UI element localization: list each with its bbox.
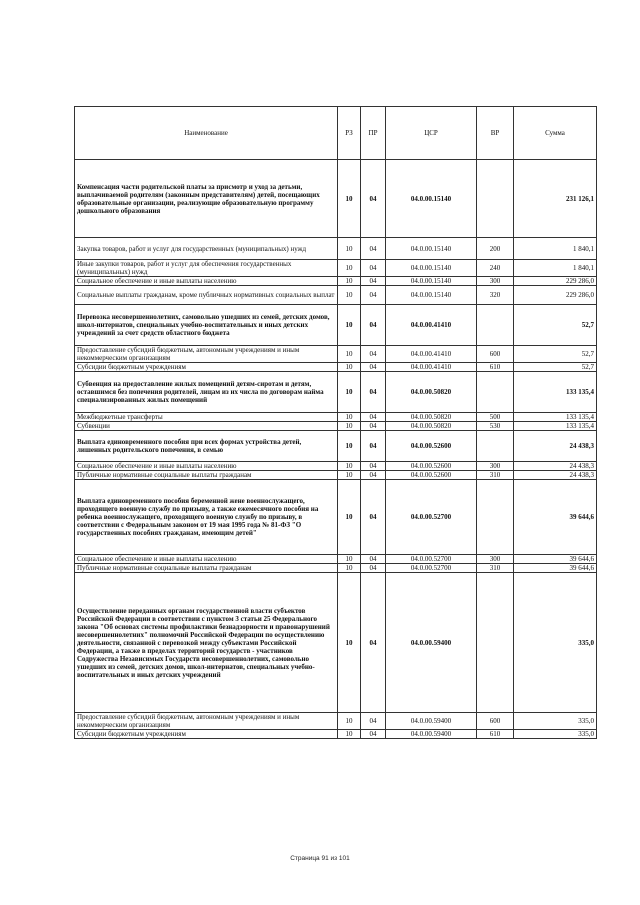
cell-name: Осуществление переданных органам государственной власти субъектов Российской Федерации в соответствии с пунктом 3 статьи 25 Федерального закона "Об основах системы профилактики безнадзорности и правонарушений несовершеннолетних" полномочий Российской Федерации по осуществлению деятельности, связанной с перевозкой между субъектами Российской Федерации, а также в пределах территорий государств - участников Содружества Независимых Государств несовершеннолетних, самовольно ушедших из семей, детских домов, школ-интернатов, специальных учебно-воспитательных и иных детских учреждений xyxy=(75,573,338,713)
cell-name: Публичные нормативные социальные выплаты гражданам xyxy=(75,471,338,480)
cell-sum: 39 644,6 xyxy=(514,555,597,564)
budget-table xyxy=(74,106,597,739)
cell-rz: 10 xyxy=(338,713,361,730)
cell-csr: 04.0.00.50820 xyxy=(386,413,477,422)
cell-rz: 10 xyxy=(338,238,361,260)
cell-vr: 600 xyxy=(477,346,514,363)
cell-sum: 24 438,3 xyxy=(514,431,597,462)
cell-sum: 335,0 xyxy=(514,713,597,730)
table-row xyxy=(75,363,597,372)
cell-pr: 04 xyxy=(361,372,386,413)
cell-pr: 04 xyxy=(361,260,386,277)
header-csr: ЦСР xyxy=(386,107,477,160)
header-sum: Сумма xyxy=(514,107,597,160)
cell-vr: 300 xyxy=(477,555,514,564)
cell-pr: 04 xyxy=(361,422,386,431)
cell-name: Социальное обеспечение и иные выплаты населению xyxy=(75,555,338,564)
cell-rz: 10 xyxy=(338,480,361,555)
cell-pr: 04 xyxy=(361,305,386,346)
cell-name: Выплата единовременного пособия беременной жене военнослужащего, проходящего военную службу по призыву, а также ежемесячного пособия на ребенка военнослужащего, проходящего военную службу по призыву, в соответствии с Федеральным законом от 19 мая 1995 года № 81-ФЗ "О государственных пособиях гражданам, имеющим детей" xyxy=(75,480,338,555)
header-name: Наименование xyxy=(75,107,338,160)
cell-vr: 310 xyxy=(477,471,514,480)
table-row xyxy=(75,713,597,730)
cell-pr: 04 xyxy=(361,346,386,363)
cell-name: Перевозка несовершеннолетних, самовольно ушедших из семей, детских домов, школ-интернатов, специальных учебно-воспитательных и иных детских учреждений за счет средств областного бюджета xyxy=(75,305,338,346)
table-row xyxy=(75,555,597,564)
table-row xyxy=(75,260,597,277)
cell-csr: 04.0.00.15140 xyxy=(386,238,477,260)
table-row xyxy=(75,346,597,363)
cell-name: Публичные нормативные социальные выплаты гражданам xyxy=(75,564,338,573)
cell-rz: 10 xyxy=(338,413,361,422)
table-row xyxy=(75,372,597,413)
cell-vr: 300 xyxy=(477,277,514,286)
cell-sum: 133 135,4 xyxy=(514,413,597,422)
cell-name: Предоставление субсидий бюджетным, автономным учреждениям и иным некоммерческим организациям xyxy=(75,346,338,363)
cell-name: Иные закупки товаров, работ и услуг для обеспечения государственных (муниципальных) нужд xyxy=(75,260,338,277)
cell-name: Компенсация части родительской платы за присмотр и уход за детьми, выплачиваемой родителям (законным представителям) детей, посещающих образовательные организации, реализующие образовательную программу дошкольного образования xyxy=(75,160,338,238)
cell-vr: 240 xyxy=(477,260,514,277)
page-number: Страница 91 из 101 xyxy=(290,855,350,862)
table-row xyxy=(75,564,597,573)
cell-sum: 231 126,1 xyxy=(514,160,597,238)
header-pr: ПР xyxy=(361,107,386,160)
cell-sum: 133 135,4 xyxy=(514,372,597,413)
cell-sum: 1 840,1 xyxy=(514,260,597,277)
cell-vr: 310 xyxy=(477,564,514,573)
cell-vr: 610 xyxy=(477,730,514,739)
cell-pr: 04 xyxy=(361,277,386,286)
cell-sum: 229 286,0 xyxy=(514,277,597,286)
table-body xyxy=(75,160,597,739)
cell-csr: 04.0.00.50820 xyxy=(386,372,477,413)
header-vr: ВР xyxy=(477,107,514,160)
table-row xyxy=(75,305,597,346)
cell-pr: 04 xyxy=(361,573,386,713)
cell-rz: 10 xyxy=(338,730,361,739)
cell-name: Субвенция на предоставление жилых помещений детям-сиротам и детям, оставшимся без попечения родителей, лицам из их числа по договорам найма специализированных жилых помещений xyxy=(75,372,338,413)
cell-sum: 39 644,6 xyxy=(514,480,597,555)
cell-vr xyxy=(477,480,514,555)
cell-vr: 600 xyxy=(477,713,514,730)
table-row xyxy=(75,277,597,286)
cell-rz: 10 xyxy=(338,471,361,480)
cell-rz: 10 xyxy=(338,462,361,471)
cell-sum: 52,7 xyxy=(514,346,597,363)
cell-pr: 04 xyxy=(361,713,386,730)
cell-csr: 04.0.00.15140 xyxy=(386,260,477,277)
cell-name: Социальное обеспечение и иные выплаты населению xyxy=(75,462,338,471)
cell-csr: 04.0.00.52700 xyxy=(386,480,477,555)
cell-pr: 04 xyxy=(361,471,386,480)
cell-csr: 04.0.00.52600 xyxy=(386,431,477,462)
cell-name: Субвенции xyxy=(75,422,338,431)
cell-vr xyxy=(477,573,514,713)
cell-csr: 04.0.00.52700 xyxy=(386,555,477,564)
cell-sum: 229 286,0 xyxy=(514,286,597,305)
cell-csr: 04.0.00.52700 xyxy=(386,564,477,573)
cell-vr: 200 xyxy=(477,238,514,260)
cell-sum: 24 438,3 xyxy=(514,471,597,480)
cell-pr: 04 xyxy=(361,363,386,372)
cell-rz: 10 xyxy=(338,346,361,363)
cell-name: Выплата единовременного пособия при всех формах устройства детей, лишенных родительского попечения, в семью xyxy=(75,431,338,462)
table-row xyxy=(75,286,597,305)
cell-csr: 04.0.00.59400 xyxy=(386,713,477,730)
cell-name: Закупка товаров, работ и услуг для государственных (муниципальных) нужд xyxy=(75,238,338,260)
cell-vr: 320 xyxy=(477,286,514,305)
cell-pr: 04 xyxy=(361,480,386,555)
table-row xyxy=(75,462,597,471)
table-row xyxy=(75,160,597,238)
table-row xyxy=(75,413,597,422)
table-row xyxy=(75,573,597,713)
cell-vr: 500 xyxy=(477,413,514,422)
cell-pr: 04 xyxy=(361,555,386,564)
table-row xyxy=(75,471,597,480)
cell-vr xyxy=(477,372,514,413)
table-row xyxy=(75,422,597,431)
cell-csr: 04.0.00.41410 xyxy=(386,346,477,363)
cell-csr: 04.0.00.50820 xyxy=(386,422,477,431)
table-header-row xyxy=(75,107,597,160)
cell-vr xyxy=(477,431,514,462)
cell-sum: 335,0 xyxy=(514,730,597,739)
cell-csr: 04.0.00.52600 xyxy=(386,471,477,480)
cell-rz: 10 xyxy=(338,372,361,413)
header-rz: РЗ xyxy=(338,107,361,160)
cell-pr: 04 xyxy=(361,564,386,573)
cell-rz: 10 xyxy=(338,431,361,462)
cell-pr: 04 xyxy=(361,462,386,471)
cell-pr: 04 xyxy=(361,286,386,305)
cell-csr: 04.0.00.15140 xyxy=(386,286,477,305)
cell-sum: 24 438,3 xyxy=(514,462,597,471)
cell-name: Социальное обеспечение и иные выплаты населению xyxy=(75,277,338,286)
cell-vr: 300 xyxy=(477,462,514,471)
cell-sum: 335,0 xyxy=(514,573,597,713)
cell-vr xyxy=(477,160,514,238)
cell-csr: 04.0.00.15140 xyxy=(386,160,477,238)
cell-sum: 52,7 xyxy=(514,363,597,372)
cell-pr: 04 xyxy=(361,238,386,260)
cell-rz: 10 xyxy=(338,564,361,573)
cell-csr: 04.0.00.59400 xyxy=(386,730,477,739)
cell-rz: 10 xyxy=(338,286,361,305)
table-row xyxy=(75,431,597,462)
cell-rz: 10 xyxy=(338,422,361,431)
cell-csr: 04.0.00.15140 xyxy=(386,277,477,286)
cell-name: Субсидии бюджетным учреждениям xyxy=(75,730,338,739)
cell-sum: 39 644,6 xyxy=(514,564,597,573)
cell-csr: 04.0.00.41410 xyxy=(386,363,477,372)
cell-sum: 52,7 xyxy=(514,305,597,346)
cell-rz: 10 xyxy=(338,260,361,277)
cell-rz: 10 xyxy=(338,305,361,346)
cell-pr: 04 xyxy=(361,431,386,462)
cell-vr: 530 xyxy=(477,422,514,431)
cell-sum: 1 840,1 xyxy=(514,238,597,260)
cell-vr xyxy=(477,305,514,346)
table-row xyxy=(75,730,597,739)
cell-name: Предоставление субсидий бюджетным, автономным учреждениям и иным некоммерческим организациям xyxy=(75,713,338,730)
cell-pr: 04 xyxy=(361,413,386,422)
cell-vr: 610 xyxy=(477,363,514,372)
cell-pr: 04 xyxy=(361,160,386,238)
cell-rz: 10 xyxy=(338,363,361,372)
cell-rz: 10 xyxy=(338,573,361,713)
cell-csr: 04.0.00.59400 xyxy=(386,573,477,713)
cell-csr: 04.0.00.41410 xyxy=(386,305,477,346)
cell-rz: 10 xyxy=(338,277,361,286)
cell-pr: 04 xyxy=(361,730,386,739)
cell-sum: 133 135,4 xyxy=(514,422,597,431)
table-row xyxy=(75,480,597,555)
cell-name: Социальные выплаты гражданам, кроме публичных нормативных социальных выплат xyxy=(75,286,338,305)
cell-name: Межбюджетные трансферты xyxy=(75,413,338,422)
cell-rz: 10 xyxy=(338,555,361,564)
cell-csr: 04.0.00.52600 xyxy=(386,462,477,471)
table-row xyxy=(75,238,597,260)
cell-rz: 10 xyxy=(338,160,361,238)
cell-name: Субсидии бюджетным учреждениям xyxy=(75,363,338,372)
